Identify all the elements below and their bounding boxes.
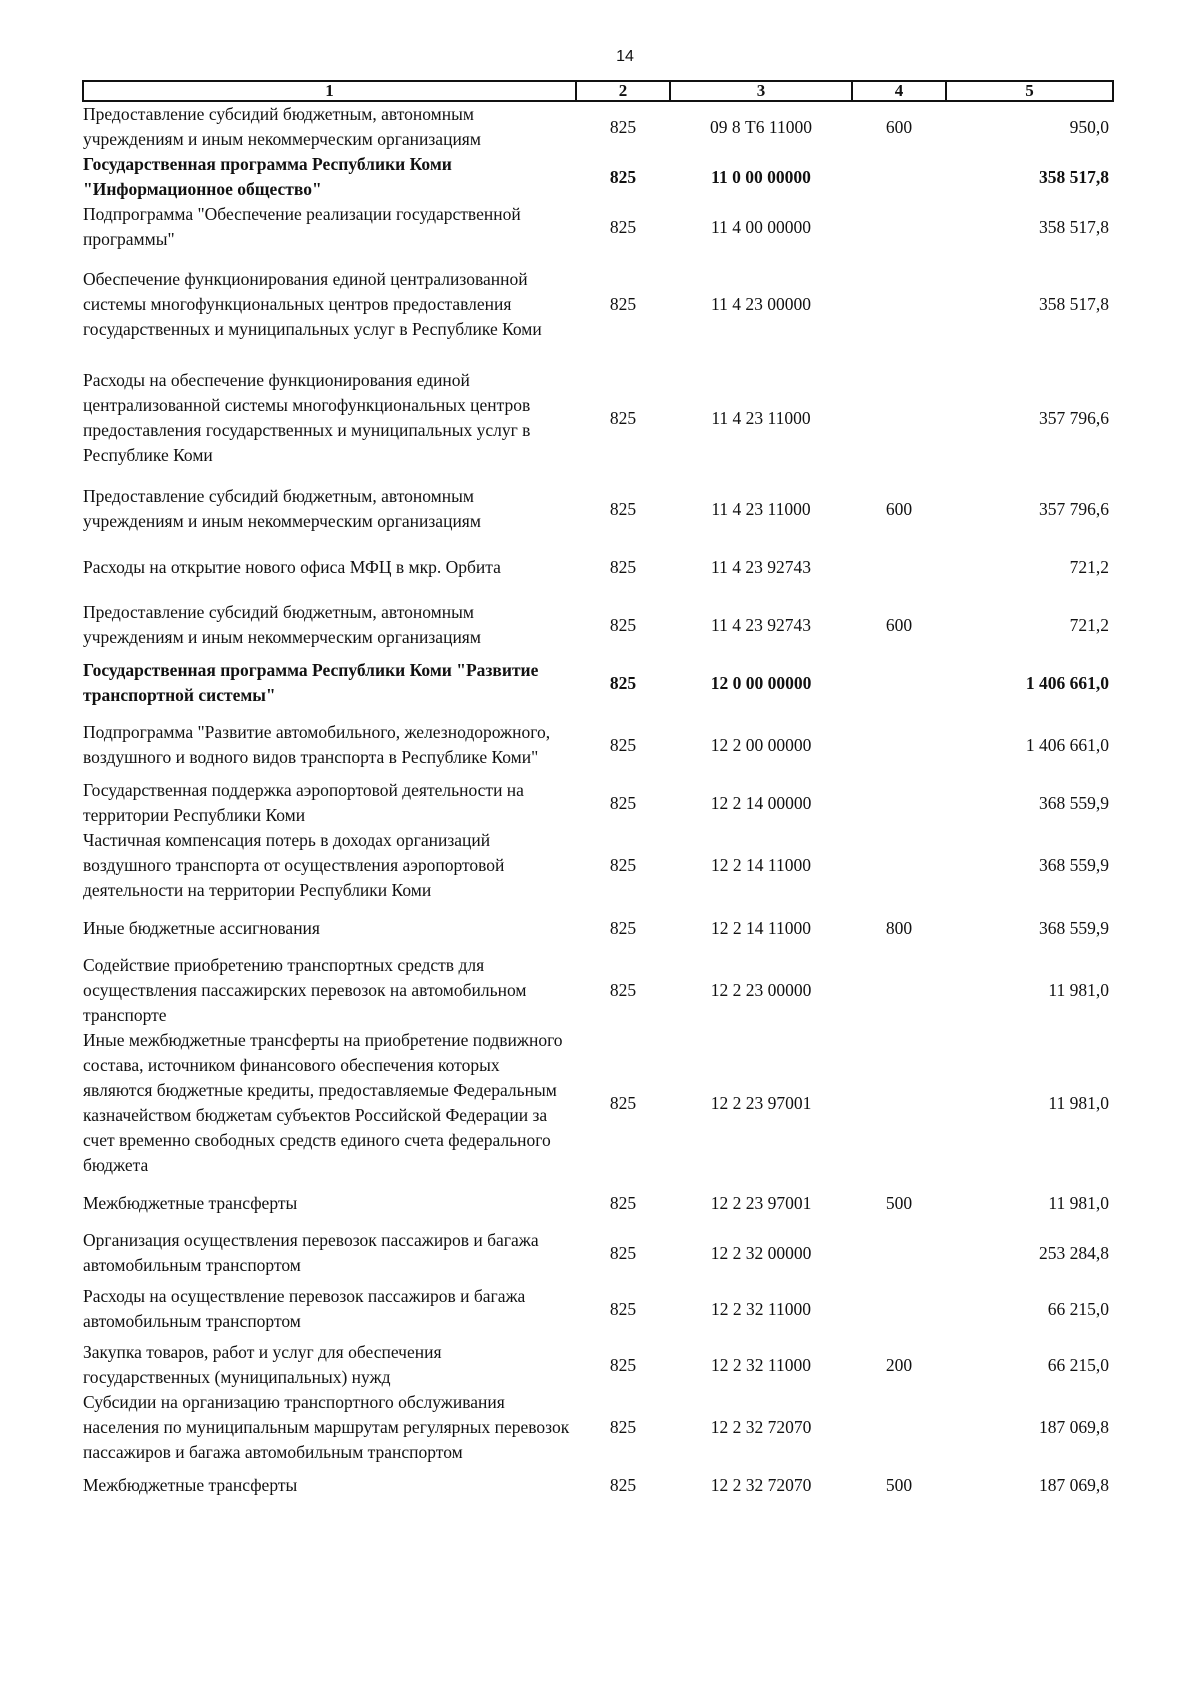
row-target-article-code: 11 4 23 00000 [711,293,811,314]
row-amount: 1 406 661,0 [1025,672,1109,693]
row-department-code: 825 [609,166,637,187]
row-amount: 358 517,8 [1039,216,1109,237]
row-target-article-code: 11 4 00 00000 [711,216,811,237]
row-name: Межбюджетные трансферты [83,1192,298,1213]
row-amount: 1 406 661,0 [1025,734,1109,755]
row-amount: 187 069,8 [1039,1417,1109,1437]
row-target-article-code: 12 2 14 11000 [711,855,811,875]
row-target-article-code: 12 2 23 00000 [710,980,812,1000]
row-name: Подпрограмма "Обеспечение реализации государственной программы" [83,204,521,249]
row-target-article-code: 12 0 00 00000 [710,672,812,693]
row-expense-type-code: 600 [885,614,913,635]
row-name: Государственная программа Республики Коми "Информационное общество" [83,154,452,199]
row-expense-type-code [852,356,946,480]
row-target-article-code: 12 2 00 00000 [710,734,812,755]
table-row [83,778,1113,828]
page-number: 14 [616,48,634,65]
table-row [83,202,1113,252]
row-amount: 11 981,0 [1048,1192,1109,1213]
row-expense-type-code [852,1028,946,1178]
row-name: Подпрограмма "Развитие автомобильного, железнодорожного, воздушного и водного видов транспорта в Республике Коми" [83,722,551,767]
table-row [83,654,1113,712]
row-name: Организация осуществления перевозок пассажиров и багажа автомобильным транспортом [83,1230,539,1275]
row-expense-type-code [852,953,946,1028]
row-name: Расходы на открытие нового офиса МФЦ в мкр. Орбита [83,556,501,577]
row-amount: 721,2 [1069,614,1109,635]
table-body [83,101,1113,1505]
row-department-code: 825 [609,614,637,635]
table-row [83,480,1113,538]
row-expense-type-code [852,1278,946,1340]
row-department-code: 825 [609,855,637,875]
row-amount: 358 517,8 [1039,166,1109,187]
row-expense-type-code [852,202,946,252]
row-amount: 357 796,6 [1039,407,1109,428]
row-department-code: 825 [609,672,637,693]
row-amount: 368 559,9 [1039,917,1109,938]
row-amount: 368 559,9 [1039,855,1109,875]
row-target-article-code: 11 4 23 11000 [711,407,811,428]
header-col-4: 4 [852,81,946,101]
row-name: Субсидии на организацию транспортного обслуживания населения по муниципальным маршрутам регулярных перевозок пассажиров и багажа автомобильным транспортом [83,1392,570,1462]
header-col-5: 5 [946,81,1113,101]
row-target-article-code: 12 2 32 72070 [710,1474,812,1495]
row-name: Предоставление субсидий бюджетным, автономным учреждениям и иным некоммерческим организациям [83,602,481,647]
row-expense-type-code: 800 [885,917,913,938]
row-name: Расходы на осуществление перевозок пассажиров и багажа автомобильным транспортом [83,1286,526,1331]
header-col-3: 3 [670,81,852,101]
table-row [83,1465,1113,1505]
header-col-2: 2 [576,81,670,101]
row-target-article-code: 12 2 32 00000 [710,1242,812,1263]
row-name: Государственная программа Республики Коми "Развитие транспортной системы" [83,660,539,705]
row-department-code: 825 [609,1474,637,1495]
row-expense-type-code [852,828,946,903]
row-amount: 357 796,6 [1039,498,1109,519]
budget-table [82,80,1114,1505]
row-amount: 187 069,8 [1039,1474,1109,1495]
row-expense-type-code [852,1390,946,1465]
row-expense-type-code [852,538,946,596]
row-department-code: 825 [609,216,637,237]
row-expense-type-code [852,252,946,356]
row-name: Закупка товаров, работ и услуг для обеспечения государственных (муниципальных) нужд [83,1342,442,1387]
row-department-code: 825 [609,1242,637,1263]
table-row [83,538,1113,596]
row-expense-type-code: 200 [885,1354,913,1375]
row-department-code: 825 [609,407,637,428]
row-department-code: 825 [609,1417,637,1437]
row-expense-type-code: 600 [885,498,913,519]
table-row [83,903,1113,953]
row-target-article-code: 12 2 23 97001 [710,1092,812,1113]
row-amount: 950,0 [1069,116,1109,137]
row-department-code: 825 [609,734,637,755]
row-target-article-code: 11 4 23 92743 [711,614,811,635]
table-row [83,953,1113,1028]
row-target-article-code: 12 2 32 11000 [711,1298,811,1319]
row-name: Иные бюджетные ассигнования [83,917,320,938]
row-expense-type-code [852,152,946,202]
row-expense-type-code: 500 [885,1474,913,1495]
row-expense-type-code: 500 [885,1192,913,1213]
row-target-article-code: 12 2 32 11000 [711,1354,811,1375]
table-row [83,1340,1113,1390]
row-target-article-code: 11 4 23 11000 [711,498,811,519]
row-target-article-code: 12 2 23 97001 [710,1192,812,1213]
row-department-code: 825 [609,917,637,938]
row-target-article-code: 12 2 32 72070 [710,1417,812,1437]
row-department-code: 825 [609,116,637,137]
table-row [83,1390,1113,1465]
row-name: Государственная поддержка аэропортовой деятельности на территории Республики Коми [83,780,524,825]
table-row [83,828,1113,903]
row-expense-type-code [852,654,946,712]
table-row [83,1228,1113,1278]
table-header [83,81,1113,101]
row-name: Обеспечение функционирования единой централизованной системы многофункциональных центров предоставления государственных и муниципальных услуг в Республике Коми [83,268,542,339]
row-name: Предоставление субсидий бюджетным, автономным учреждениям и иным некоммерческим организациям [83,486,481,531]
row-amount: 11 981,0 [1048,980,1109,1000]
table-row [83,152,1113,202]
row-expense-type-code [852,712,946,778]
row-target-article-code: 11 4 23 92743 [711,556,811,577]
row-amount: 66 215,0 [1047,1354,1109,1375]
row-amount: 11 981,0 [1048,1092,1109,1113]
row-target-article-code: 12 2 14 11000 [711,917,811,938]
row-department-code: 825 [609,556,637,577]
table-row [83,1178,1113,1228]
row-department-code: 825 [609,498,637,519]
row-amount: 253 284,8 [1039,1242,1109,1263]
table-row [83,101,1113,152]
row-name: Предоставление субсидий бюджетным, автономным учреждениям и иным некоммерческим организациям [83,104,481,149]
row-amount: 358 517,8 [1039,293,1109,314]
row-name: Межбюджетные трансферты [83,1474,298,1495]
row-amount: 368 559,9 [1039,792,1109,813]
row-name: Частичная компенсация потерь в доходах организаций воздушного транспорта от осуществления аэропортовой деятельности на территории Республики Коми [83,830,505,900]
row-expense-type-code [852,778,946,828]
row-department-code: 825 [609,1298,637,1319]
header-col-1: 1 [83,81,576,101]
table-row [83,356,1113,480]
row-amount: 721,2 [1069,556,1109,577]
row-department-code: 825 [609,293,637,314]
row-department-code: 825 [609,1354,637,1375]
row-expense-type-code [852,1228,946,1278]
row-name: Расходы на обеспечение функционирования единой централизованной системы многофункциональных центров предоставления государственных и муниципальных услуг в Республике Коми [83,370,531,465]
row-target-article-code: 09 8 Т6 11000 [710,116,812,137]
table-row [83,252,1113,356]
row-name: Содействие приобретению транспортных средств для осуществления пассажирских перевозок на автомобильном транспорте [83,955,527,1025]
row-name: Иные межбюджетные трансферты на приобретение подвижного состава, источником финансового обеспечения которых являются бюджетные кредиты, предоставляемые Федеральным казначейством бюджетам субъектов Российской Федерации за счет временно свободных средств единого счета федерального бюджета [83,1030,563,1175]
table-row [83,596,1113,654]
table-row [83,712,1113,778]
table-row [83,1278,1113,1340]
header-row [83,81,1113,101]
row-expense-type-code: 600 [885,116,913,137]
row-department-code: 825 [609,980,637,1000]
table-row [83,1028,1113,1178]
row-target-article-code: 12 2 14 00000 [710,792,812,813]
row-department-code: 825 [609,792,637,813]
row-department-code: 825 [609,1092,637,1113]
row-department-code: 825 [609,1192,637,1213]
row-amount: 66 215,0 [1047,1298,1109,1319]
row-target-article-code: 11 0 00 00000 [711,166,811,187]
